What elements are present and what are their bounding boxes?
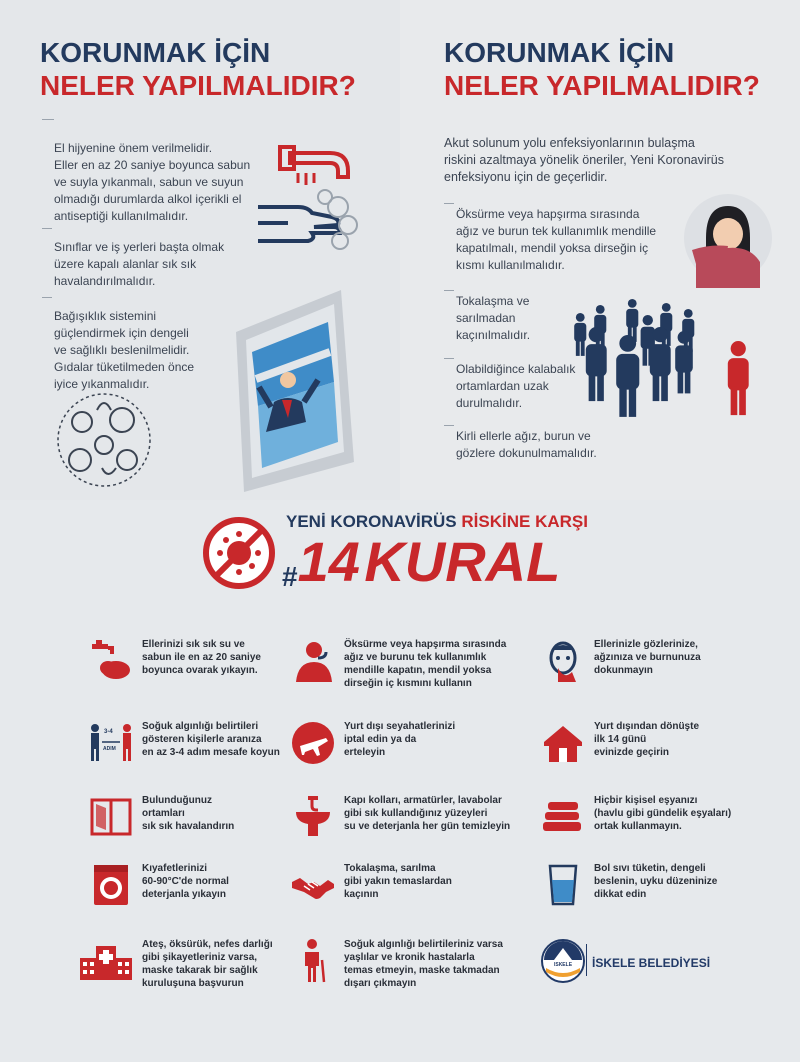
left-title-line2: NELER YAPILMALIDIR? [40, 70, 356, 101]
healthy-food-icon [52, 390, 157, 490]
rule-item [88, 720, 280, 766]
rule-item [290, 862, 452, 908]
rule-item [290, 638, 506, 690]
left-panel-title [40, 36, 356, 102]
text-line: Akut solunum yolu enfeksiyonlarının bulaşma [444, 136, 695, 150]
rule-item [540, 794, 731, 840]
text-line: riskini azaltmaya yönelik öneriler, Yeni Koronavirüs [444, 153, 725, 167]
rule-item [88, 638, 261, 684]
headline-number: 14 [297, 530, 360, 593]
text-line: güçlendirmek için dengeli [54, 326, 189, 340]
text-line: El hijyenine önem verilmelidir. [54, 141, 213, 155]
no-virus-icon [200, 514, 278, 592]
text-line: ağız ve burun tek kullanımlık mendille [456, 224, 657, 238]
divider [444, 425, 454, 426]
faucet-hands-icon [88, 638, 134, 684]
coughing-person-icon [290, 638, 336, 684]
municipality-name: İSKELE BELEDİYESİ [592, 956, 711, 970]
hospital-icon [78, 938, 134, 984]
text-line: Bağışıklık sistemini [54, 309, 157, 323]
text-line: Gıdalar tüketilmeden önce [54, 360, 195, 374]
text-line: sarılmadan [456, 311, 516, 325]
right-panel [400, 0, 800, 500]
text-line: kaçınılmalıdır. [456, 328, 531, 342]
divider [586, 944, 587, 976]
divider [42, 119, 54, 120]
text-line: antiseptiği kullanılmalıdır. [54, 209, 189, 223]
headline-top-part2: RİSKİNE KARŞI [461, 512, 588, 531]
text-line: Sınıflar ve iş yerleri başta olmak [54, 240, 225, 254]
sneezing-person-icon [682, 188, 774, 288]
divider [42, 228, 52, 229]
divider [444, 290, 454, 291]
left-paragraph-3 [54, 308, 234, 393]
text-line: havalandırılmalıdır. [54, 274, 156, 288]
right-title-line2: NELER YAPILMALIDIR? [444, 70, 760, 101]
crowd-icon [568, 295, 768, 445]
distance-label-top: 3-4 [104, 729, 113, 735]
rule-text: Ellerinizi sık sık su ve sabun ile en az 20 saniye boyunca ovarak yıkayın. [142, 639, 261, 676]
rule-item [78, 938, 273, 990]
text-line: üzere kapalı alanlar sık sık [54, 257, 197, 271]
text-line: durulmalıdır. [456, 396, 523, 410]
handshake-icon [290, 862, 336, 908]
rule-item [290, 794, 510, 840]
rule-item [88, 862, 229, 908]
text-line: gözlere dokunulmamalıdır. [456, 446, 597, 460]
rules-section [0, 500, 800, 1062]
text-line: ortamlardan uzak [456, 379, 549, 393]
text-line: ve suyla yıkanmalı, sabun ve suyun [54, 175, 244, 189]
open-window-icon [226, 282, 356, 497]
right-intro [444, 135, 784, 186]
window-icon [88, 794, 134, 840]
rule-text: Tokalaşma, sarılma gibi yakın temaslardan kaçının [344, 863, 452, 900]
washing-machine-icon [88, 862, 134, 908]
airplane-icon [290, 720, 336, 766]
rule-text: Soğuk algınlığı belirtileriniz varsa yaşlılar ve kronik hastalarla temas etmeyin, maske takmadan dışarı çıkmayın [344, 939, 503, 989]
rule-text: Ateş, öksürük, nefes darlığı gibi şikayetleriniz varsa, maske takarak bir sağlık kuruluşuna başvurun [142, 939, 273, 989]
text-line: iyice yıkanmalıdır. [54, 377, 150, 391]
text-line: enfeksiyonu için de geçerlidir. [444, 170, 608, 184]
handwashing-icon [250, 135, 360, 255]
left-panel [0, 0, 400, 500]
distance-label-bottom: ADIM [103, 746, 116, 752]
rule-text: Bol sıvı tüketin, dengeli beslenin, uyku düzeninize dikkat edin [594, 863, 718, 900]
headline-top-part1: YENİ KORONAVİRÜS [286, 512, 457, 531]
headline-hash: # [282, 561, 298, 592]
text-line: Kirli ellerle ağız, burun ve [456, 429, 591, 443]
rule-item [540, 862, 717, 908]
rule-text: Ellerinizle gözlerinize, ağzınıza ve burnunuza dokunmayın [594, 639, 701, 676]
sink-icon [290, 794, 336, 840]
left-title-line1: KORUNMAK İÇİN [40, 37, 271, 68]
text-line: Öksürme veya hapşırma sırasında [456, 207, 640, 221]
headline-top [286, 512, 588, 532]
rule-text: Yurt dışından dönüşte ilk 14 günü evinizde geçirin [594, 721, 700, 758]
headline-main [282, 530, 561, 605]
right-title-line1: KORUNMAK İÇİN [444, 37, 675, 68]
text-line: Eller en az 20 saniye boyunca sabun [54, 158, 251, 172]
elderly-person-icon [290, 938, 336, 984]
right-panel-title [444, 36, 760, 102]
rule-item [290, 720, 455, 766]
rule-text: Bulunduğunuz ortamları sık sık havalandırın [142, 795, 235, 832]
text-line: kısmı kullanılmalıdır. [456, 258, 565, 272]
text-line: olmadığı durumlarda alkol içerikli el [54, 192, 242, 206]
rule-text: Kapı kolları, armatürler, lavabolar gibi sık kullandığınız yüzeyleri su ve deterjanla her gün temizleyin [344, 795, 511, 832]
rule-item [540, 638, 701, 684]
water-glass-icon [540, 862, 586, 908]
text-line: ve sağlıklı beslenilmelidir. [54, 343, 190, 357]
rule-text: Soğuk algınlığı belirtileri gösteren kişilerle aranıza en az 3-4 adım mesafe koyun [142, 721, 280, 758]
rule-item [540, 720, 699, 766]
rule-text: Öksürme veya hapşırma sırasında ağız ve burunu tek kullanımlık mendille kapatın, mendil yoksa dirseğin iç kısmını kullanın [344, 639, 507, 689]
home-icon [540, 720, 586, 766]
text-line: Tokalaşma ve [456, 294, 530, 308]
divider [42, 297, 52, 298]
rule-item [290, 938, 503, 990]
towels-icon [540, 794, 586, 840]
rule-text: Yurt dışı seyahatlerinizi iptal edin ya da erteleyin [344, 721, 456, 758]
municipality-logo [540, 938, 586, 984]
rule-text: Kıyafetlerinizi 60-90°C'de normal deterjanla yıkayın [142, 863, 229, 900]
divider [444, 203, 454, 204]
municipality-logo-text: ISKELE [553, 962, 573, 968]
face-touch-icon [540, 638, 586, 684]
left-paragraph-1 [54, 140, 264, 225]
rule-text: Hiçbir kişisel eşyanızı (havlu gibi gündelik eşyaları) ortak kullanmayın. [594, 795, 732, 832]
headline-word: KURAL [364, 530, 561, 593]
distance-icon [88, 720, 134, 766]
right-paragraph-1 [456, 206, 686, 274]
rule-item [88, 794, 234, 840]
text-line: Olabildiğince kalabalık [456, 362, 576, 376]
divider [444, 358, 454, 359]
text-line: kapatılmalı, mendil yoksa dirseğin iç [456, 241, 649, 255]
